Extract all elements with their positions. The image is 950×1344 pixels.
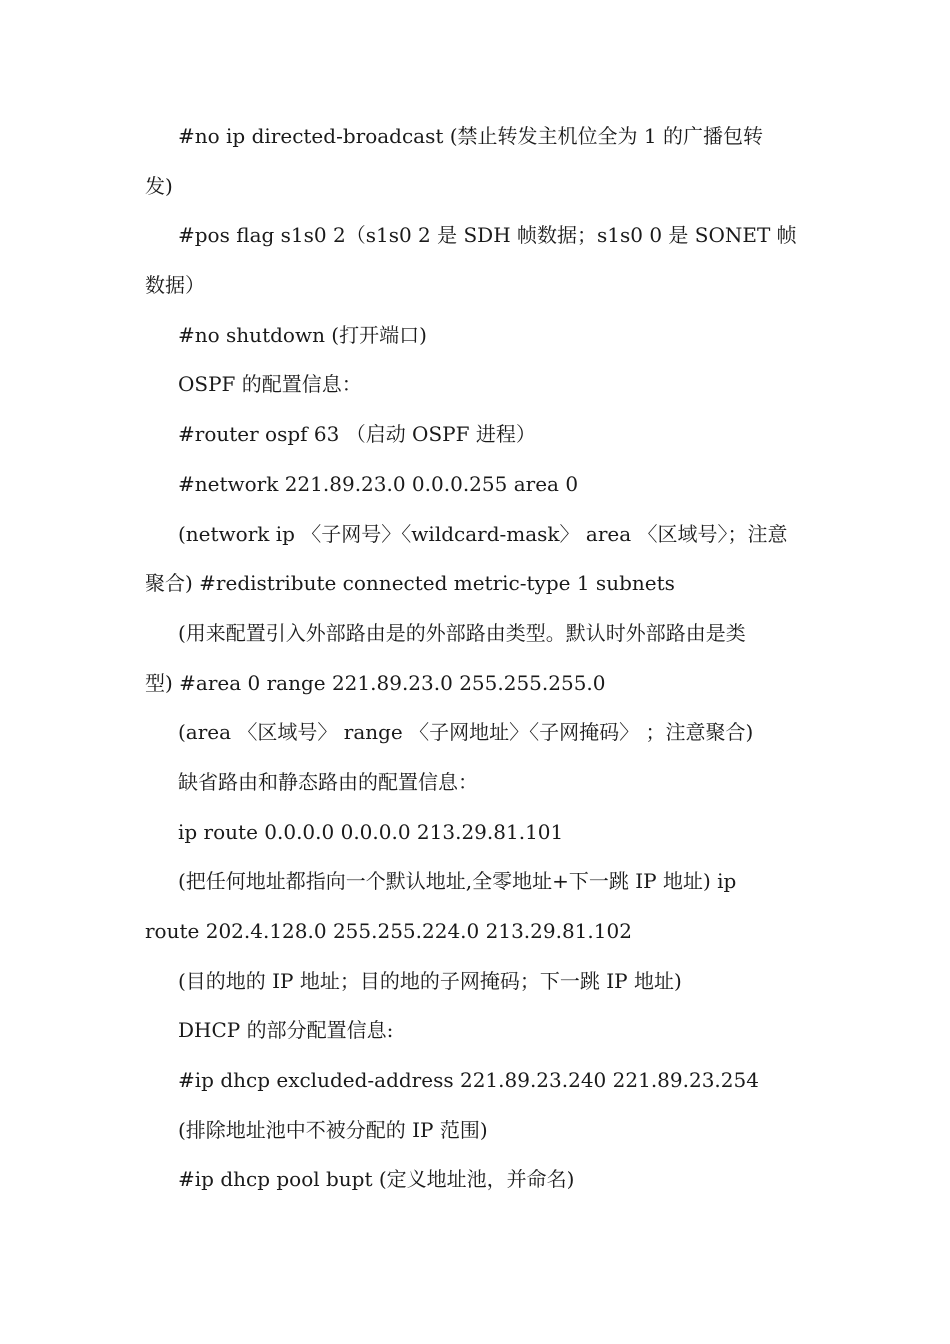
text-line: 发) xyxy=(145,173,173,198)
section-heading: 缺省路由和静态路由的配置信息： xyxy=(178,769,478,794)
text-line: #network 221.89.23.0 0.0.0.255 area 0 xyxy=(178,471,579,496)
text-line: (area 〈区域号〉 range 〈子网地址〉〈子网掩码〉 ；注意聚合) xyxy=(178,720,754,745)
text-line: #pos flag s1s0 2（s1s0 2 是 SDH 帧数据；s1s0 0 是 SONET 帧 xyxy=(178,223,797,248)
section-heading: OSPF 的配置信息： xyxy=(178,372,362,397)
text-line: #ip dhcp excluded-address 221.89.23.240 221.89.23.254 xyxy=(178,1068,759,1093)
text-line: (排除地址池中不被分配的 IP 范围) xyxy=(178,1117,488,1142)
text-line: #no ip directed-broadcast (禁止转发主机位全为 1 的广播包转 xyxy=(178,124,763,148)
text-line: #ip dhcp pool bupt (定义地址池，并命名) xyxy=(178,1167,575,1192)
section-heading: DHCP 的部分配置信息: xyxy=(178,1018,394,1043)
text-line: #no shutdown (打开端口) xyxy=(178,322,427,347)
text-line: 聚合) #redistribute connected metric-type 1 subnets xyxy=(145,571,675,596)
text-line: 型) #area 0 range 221.89.23.0 255.255.255.0 xyxy=(145,670,606,695)
text-line: ip route 0.0.0.0 0.0.0.0 213.29.81.101 xyxy=(178,819,564,844)
text-line: (用来配置引入外部路由是的外部路由类型。默认时外部路由是类 xyxy=(178,620,746,645)
text-line: (把任何地址都指向一个默认地址,全零地址+下一跳 IP 地址) ip xyxy=(178,869,737,894)
text-line: #router ospf 63 （启动 OSPF 进程） xyxy=(178,422,536,447)
text-line: (目的地的 IP 地址；目的地的子网掩码；下一跳 IP 地址) xyxy=(178,968,682,993)
text-line: 数据） xyxy=(145,273,205,298)
text-line: (network ip 〈子网号〉〈wildcard-mask〉 area 〈区域号〉；注意 xyxy=(178,521,788,546)
text-line: route 202.4.128.0 255.255.224.0 213.29.81.102 xyxy=(145,919,632,943)
